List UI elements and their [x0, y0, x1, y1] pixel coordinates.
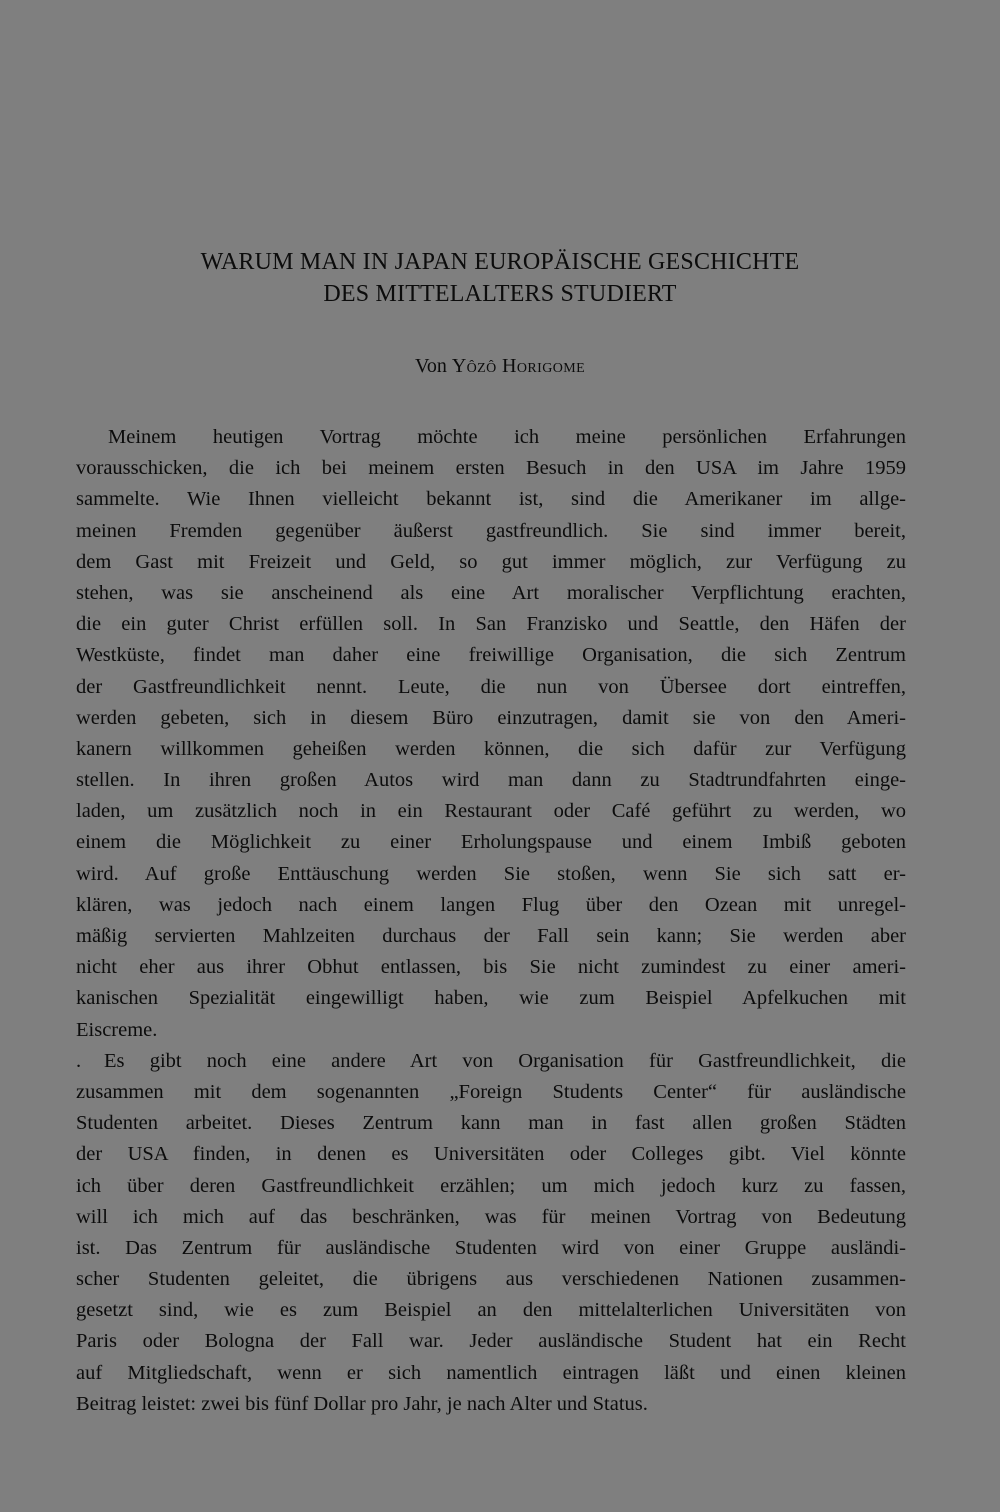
body-line: Beitrag leistet: zwei bis fünf Dollar pro Jahr, je nach Alter und Status.: [76, 1392, 648, 1415]
body-line: mäßig servierten Mahlzeiten durchaus der Fall sein kann; Sie werden aber: [76, 925, 906, 947]
body-line: Studenten arbeitet. Dieses Zentrum kann man in fast allen großen Städten: [76, 1112, 906, 1135]
body-line: Westküste, findet man daher eine freiwillige Organisation, die sich Zentrum: [76, 644, 906, 667]
body-line: Meinem heutigen Vortrag möchte ich meine persönlichen Erfahrungen: [108, 426, 906, 448]
paragraph-2: [76, 1046, 906, 1420]
body-line: will ich mich auf das beschränken, was für meinen Vortrag von Bedeutung: [76, 1205, 906, 1228]
body-line: auf Mitgliedschaft, wenn er sich namentlich eintragen läßt und einen kleinen: [76, 1361, 906, 1384]
paragraph-1: [76, 422, 906, 1046]
body-line: klären, was jedoch nach einem langen Flug über den Ozean mit unregel-: [76, 893, 906, 916]
author-name: Yôzô Horigome: [451, 355, 586, 377]
article-title: [0, 246, 1000, 310]
body-line: der USA finden, in denen es Universitäten oder Colleges gibt. Viel könnte: [76, 1143, 906, 1166]
byline: [0, 352, 1000, 380]
body-line: kanern willkommen geheißen werden können, die sich dafür zur Verfügung: [76, 737, 906, 760]
body-line: ist. Das Zentrum für ausländische Studenten wird von einer Gruppe ausländi-: [76, 1236, 906, 1259]
body-line: stellen. In ihren großen Autos wird man dann zu Stadtrundfahrten einge-: [76, 769, 906, 792]
body-line: Eiscreme.: [76, 1018, 158, 1041]
body-line: der Gastfreundlichkeit nennt. Leute, die nun von Übersee dort eintreffen,: [76, 675, 906, 698]
body-line: sammelte. Wie Ihnen vielleicht bekannt ist, sind die Amerikaner im allge-: [76, 488, 906, 511]
byline-prefix: Von: [414, 355, 447, 377]
body-line: gesetzt sind, wie es zum Beispiel an den mittelalterlichen Universitäten von: [76, 1299, 906, 1322]
title-line-1: WARUM MAN IN JAPAN EUROPÄISCHE GESCHICHTE: [200, 249, 800, 275]
body-line-text: Es gibt noch eine andere Art von Organisation für Gastfreundlichkeit, die: [104, 1049, 906, 1072]
body-line: dem Gast mit Freizeit und Geld, so gut immer möglich, zur Verfügung zu: [76, 550, 906, 573]
body-line: laden, um zusätzlich noch in ein Restaurant oder Café geführt zu werden, wo: [76, 800, 906, 823]
body-line: vorausschicken, die ich bei meinem ersten Besuch in den USA im Jahre 1959: [76, 457, 906, 480]
body-line: nicht eher aus ihrer Obhut entlassen, bis Sie nicht zumindest zu einer ameri-: [76, 956, 906, 979]
body-line: einem die Möglichkeit zu einer Erholungspause und einem Imbiß geboten: [76, 831, 906, 854]
body-line: kanischen Spezialität eingewilligt haben, wie zum Beispiel Apfelkuchen mit: [76, 987, 906, 1010]
body-line: [76, 1046, 906, 1077]
body-line: ich über deren Gastfreundlichkeit erzählen; um mich jedoch kurz zu fassen,: [76, 1174, 906, 1197]
body-line: die ein guter Christ erfüllen soll. In San Franzisko und Seattle, den Häfen der: [76, 613, 906, 636]
stray-mark: .: [76, 1049, 82, 1072]
body-line: wird. Auf große Enttäuschung werden Sie stoßen, wenn Sie sich satt er-: [76, 862, 906, 885]
body-line: werden gebeten, sich in diesem Büro einzutragen, damit sie von den Ameri-: [76, 706, 906, 729]
body-line: zusammen mit dem sogenannten „Foreign Students Center“ für ausländische: [76, 1080, 906, 1103]
body-line: Paris oder Bologna der Fall war. Jeder ausländische Student hat ein Recht: [76, 1330, 906, 1353]
article-body: [76, 422, 906, 1420]
body-line: stehen, was sie anscheinend als eine Art moralischer Verpflichtung erachten,: [76, 581, 906, 604]
title-line-2: DES MITTELALTERS STUDIERT: [323, 281, 677, 307]
body-line: scher Studenten geleitet, die übrigens aus verschiedenen Nationen zusammen-: [76, 1268, 906, 1291]
body-line: meinen Fremden gegenüber äußerst gastfreundlich. Sie sind immer bereit,: [76, 519, 906, 542]
